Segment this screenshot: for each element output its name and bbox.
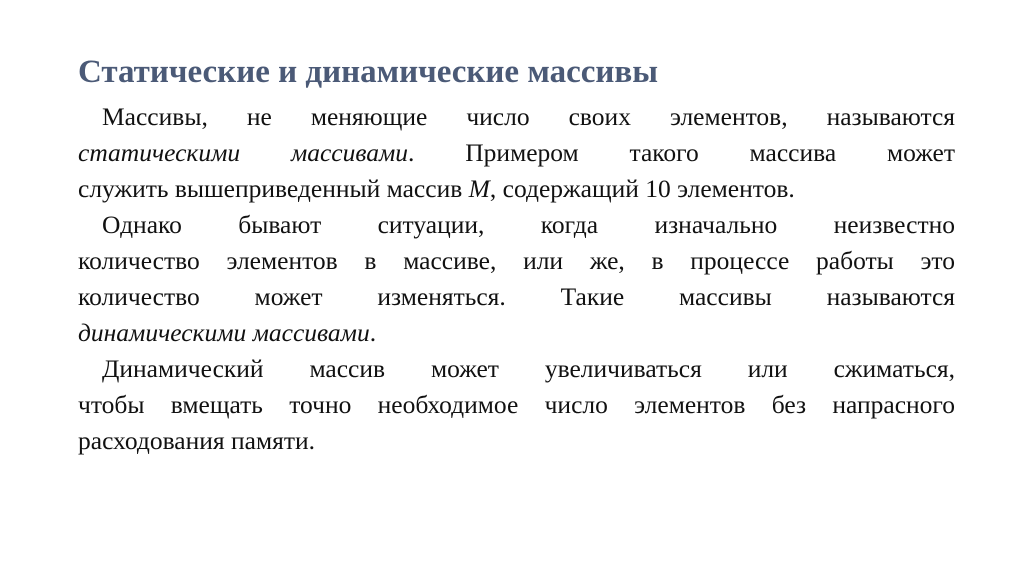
text: чтобы вмещать точно необходимое число элементов без напрасного <box>78 390 955 419</box>
paragraph-dynamic-resize <box>78 351 955 459</box>
text: служить вышеприведенный массив <box>78 174 469 203</box>
text-line <box>78 279 955 315</box>
text: количество может изменяться. Такие массивы называются <box>78 282 955 311</box>
text: . <box>369 318 377 347</box>
text-line <box>78 171 955 207</box>
text-line <box>78 351 955 387</box>
text-line <box>78 99 955 135</box>
text-line <box>78 207 955 243</box>
text: количество элементов в массиве, или же, в процессе работы это <box>78 246 955 275</box>
text: расходования памяти. <box>78 426 315 455</box>
text: , содержащий 10 элементов. <box>489 174 795 203</box>
paragraph-static-arrays <box>78 99 955 207</box>
slide-title: Статические и динамические массивы <box>78 54 658 90</box>
text-line <box>78 315 955 351</box>
paragraph-dynamic-arrays <box>78 207 955 351</box>
slide-body <box>78 99 955 459</box>
text-line <box>78 423 955 459</box>
term-dynamic-arrays: динамическими массивами <box>78 318 370 347</box>
text: Массивы, не меняющие число своих элементов, называются <box>102 102 955 131</box>
text-line <box>78 387 955 423</box>
text: . Примером такого массива может <box>408 138 955 167</box>
text: Однако бывают ситуации, когда изначально неизвестно <box>102 210 955 239</box>
text-line <box>78 135 955 171</box>
text: Динамический массив может увеличиваться или сжиматься, <box>102 354 955 383</box>
text-line <box>78 243 955 279</box>
variable-m: M <box>468 174 490 203</box>
term-static-arrays: статическими массивами <box>78 138 409 167</box>
